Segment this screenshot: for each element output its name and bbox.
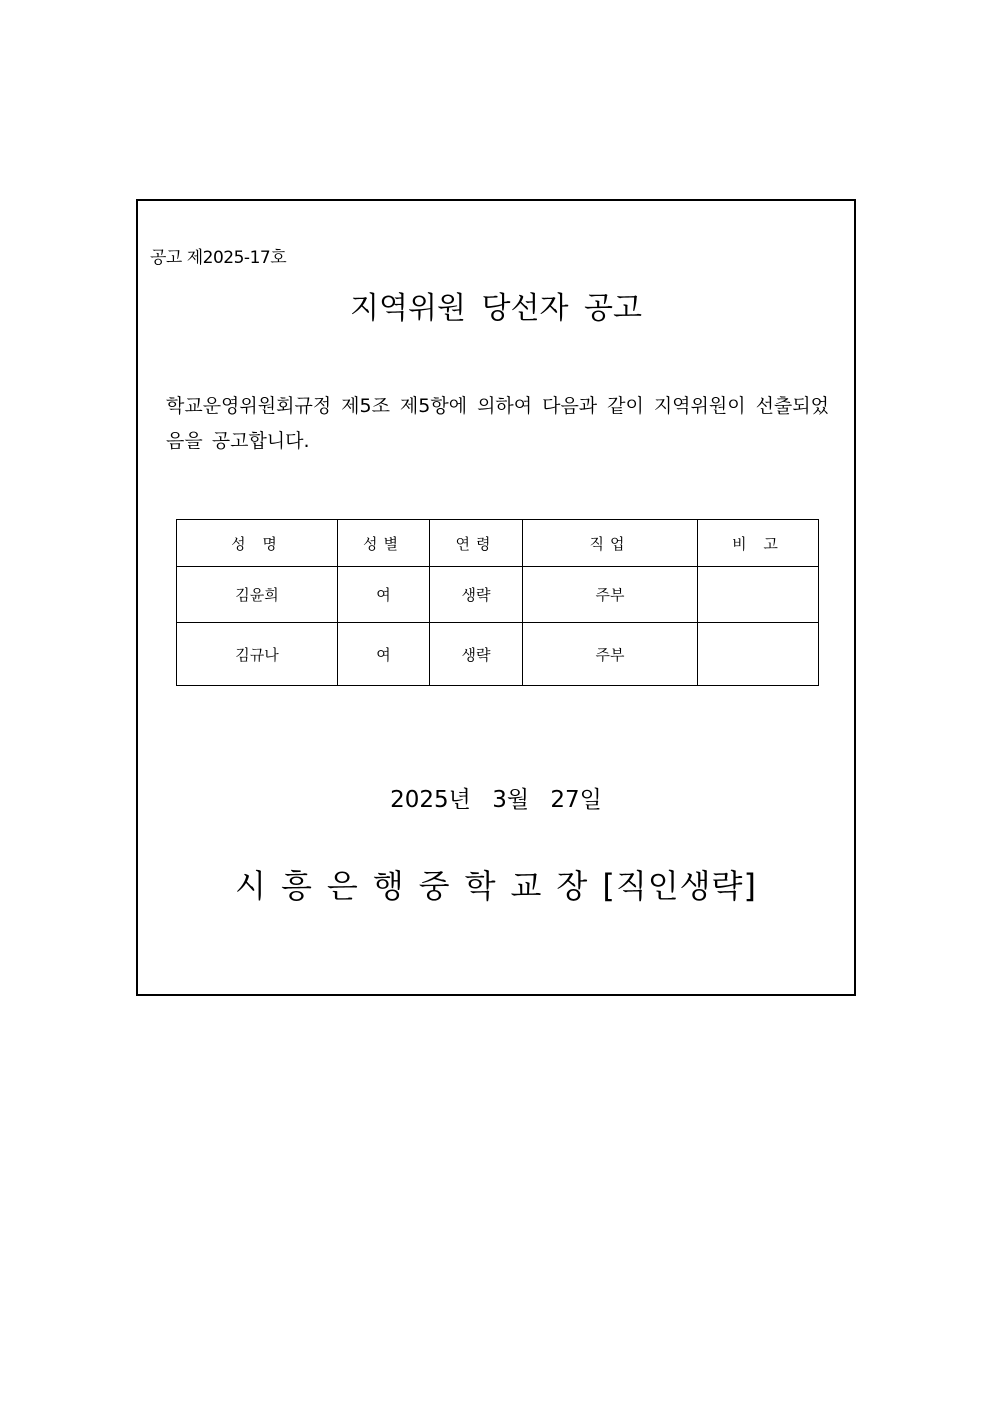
header-job: 직업 [523,520,698,567]
elected-members-table [176,519,819,686]
table-header-row [177,520,819,567]
issuer-name: 시흥은행중학교장 [235,867,603,905]
notice-body: 학교운영위원회규정 제5조 제5항에 의하여 다음과 같이 지역위원이 선출되었음을 공고합니다. [166,395,829,452]
notice-date: 2025년 3월 27일 [390,787,602,813]
notice-number: 공고 제2025-17호 [150,248,287,268]
table-row [177,567,819,623]
cell-age: 생략 [430,623,523,686]
notice-document [136,199,856,996]
cell-name: 김규나 [177,623,338,686]
cell-gender: 여 [338,623,430,686]
cell-name: 김윤희 [177,567,338,623]
cell-age: 생략 [430,567,523,623]
cell-note [698,623,819,686]
notice-issuer [138,861,854,907]
cell-gender: 여 [338,567,430,623]
seal-omitted: [직인생략] [602,867,757,905]
notice-title: 지역위원 당선자 공고 [350,291,642,326]
cell-note [698,567,819,623]
header-name: 성 명 [177,520,338,567]
cell-job: 주부 [523,567,698,623]
header-gender: 성별 [338,520,430,567]
cell-job: 주부 [523,623,698,686]
table-row [177,623,819,686]
header-note: 비 고 [698,520,819,567]
header-age: 연령 [430,520,523,567]
